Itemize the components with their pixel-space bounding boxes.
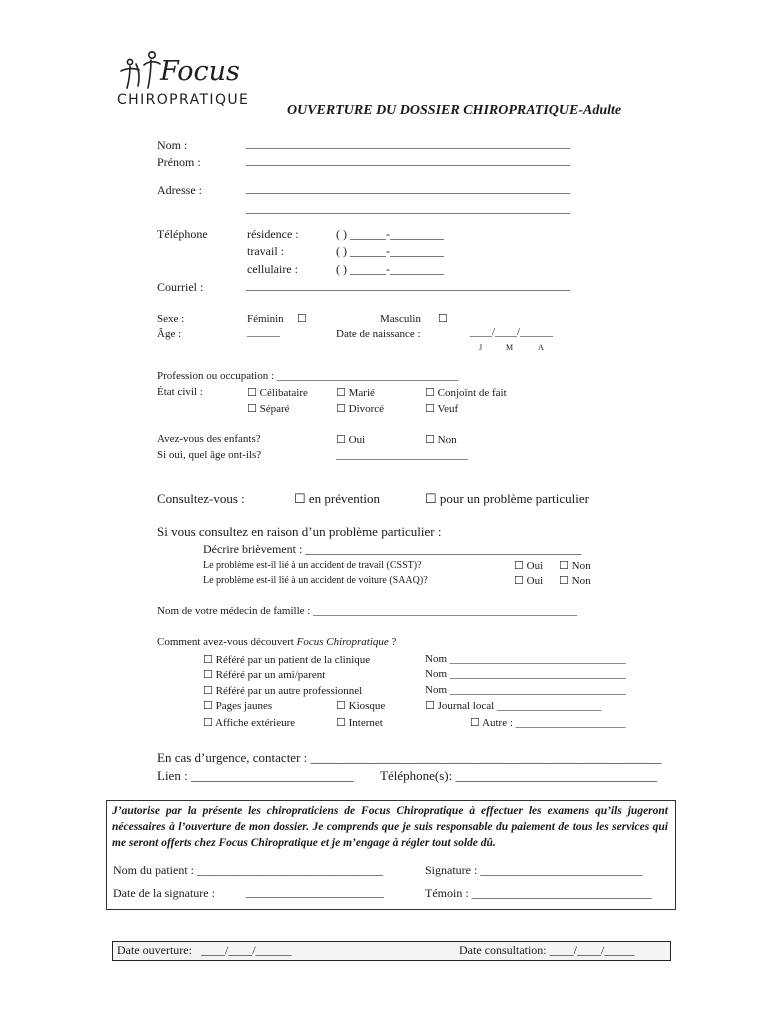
src-pages-jaunes[interactable] [203, 699, 272, 712]
nom-patient-label: Nom du patient : [113, 863, 197, 877]
ages-field[interactable]: ________________________ [336, 449, 468, 461]
option-label: Divorcé [348, 403, 385, 415]
date-signature-field[interactable]: _______________________ [246, 885, 384, 899]
medecin-row [157, 605, 577, 617]
decouvert-brand: Focus Chiropratique [296, 636, 389, 648]
checkbox-icon[interactable]: ☐ [336, 403, 346, 415]
masculin-checkbox[interactable]: ☐ [438, 313, 448, 325]
src-affiche[interactable] [203, 716, 295, 729]
travail-label: travail : [247, 244, 284, 258]
src-autre[interactable] [470, 716, 626, 729]
date-ouverture-row [117, 943, 292, 958]
ref-ami-nom [425, 668, 626, 680]
consult-particulier[interactable] [425, 491, 589, 507]
option-label: Marié [348, 387, 375, 399]
checkbox-icon[interactable]: ☐ [514, 575, 524, 587]
urgence-tel-row [380, 768, 657, 784]
ref-ami-nom-field[interactable]: ________________________________ [449, 668, 626, 680]
oui-label: Oui [348, 434, 366, 446]
decrire-row [203, 542, 581, 557]
journal-field[interactable]: ___________________ [496, 700, 602, 712]
nom-field[interactable]: ______________________________________________________ [246, 136, 570, 150]
adresse-label: Adresse : [157, 183, 202, 197]
residence-label: résidence : [247, 227, 299, 241]
lien-field[interactable]: _________________________ [190, 768, 354, 783]
saaq-non[interactable] [559, 574, 591, 587]
ref-ami[interactable] [203, 668, 325, 681]
travail-field[interactable]: ( ) ______-_________ [336, 244, 444, 258]
checkbox-icon[interactable]: ☐ [559, 560, 569, 572]
consult-prevention[interactable] [294, 491, 380, 507]
medecin-label: Nom de votre médecin de famille : [157, 605, 314, 617]
profession-field[interactable]: _________________________________ [276, 370, 459, 382]
date-ouverture-label: Date ouverture: [117, 943, 192, 957]
checkbox-icon[interactable]: ☐ [425, 434, 435, 446]
dob-m-hint: M [506, 343, 514, 352]
consultez-label: Consultez-vous : [157, 491, 245, 506]
decrire-field[interactable]: ______________________________________________ [305, 542, 582, 556]
checkbox-icon[interactable]: ☐ [470, 717, 480, 729]
ref-professionnel-nom-field[interactable]: ________________________________ [449, 684, 626, 696]
option-marie[interactable] [336, 386, 375, 399]
checkbox-icon[interactable]: ☐ [247, 403, 257, 415]
ages-question: Si oui, quel âge ont-ils? [157, 449, 262, 461]
ref-professionnel-label: Référé par un autre professionnel [215, 685, 363, 697]
option-label: Séparé [259, 403, 290, 415]
src-internet[interactable] [336, 716, 383, 729]
ref-patient-nom [425, 653, 626, 665]
checkbox-icon[interactable]: ☐ [425, 700, 435, 712]
checkbox-icon[interactable]: ☐ [203, 717, 213, 729]
age-field[interactable]: ______ [247, 326, 280, 338]
dob-label: Date de naissance : [336, 328, 421, 340]
ref-patient[interactable] [203, 653, 370, 666]
etat-civil-label: État civil : [157, 386, 203, 398]
checkbox-icon[interactable]: ☐ [203, 685, 213, 697]
checkbox-icon[interactable]: ☐ [336, 434, 346, 446]
profession-label [157, 370, 458, 382]
signature-field[interactable]: ___________________________ [480, 863, 643, 877]
option-divorce[interactable] [336, 402, 384, 415]
consent-text: J’autorise par la présente les chiropraticiens de Focus Chiropratique à effectuer les examens qu’ils jugeront nécessaires à l’ouverture de mon dossier. Je comprends que je suis responsable du paiement de tous les services qui me seront offerts chez Focus Chiropratique et je m’engage à régler tout solde dû. [112, 805, 668, 849]
dob-a-hint: A [538, 343, 544, 352]
urgence-tel-label: Téléphone(s): [380, 768, 456, 783]
raison-text: Si vous consultez en raison d’un problème particulier : [157, 524, 442, 539]
enfants-non[interactable] [425, 433, 457, 446]
non-label: Non [571, 575, 591, 587]
nom-label: Nom [425, 668, 447, 680]
enfants-question: Avez-vous des enfants? [157, 433, 261, 445]
autre-field[interactable]: ____________________ [515, 717, 626, 729]
urgence-tel-field[interactable]: _______________________________ [455, 768, 657, 783]
checkbox-icon[interactable]: ☐ [247, 387, 257, 399]
checkbox-icon[interactable]: ☐ [203, 669, 213, 681]
internet-label: Internet [348, 717, 383, 729]
option-label: Conjoint de fait [437, 387, 507, 399]
telephone-label: Téléphone [157, 227, 208, 241]
dob-field[interactable]: ____/____/______ [470, 326, 554, 338]
adresse-field-2[interactable]: ______________________________________________________ [246, 201, 570, 215]
checkbox-icon[interactable]: ☐ [425, 403, 435, 415]
checkbox-icon[interactable]: ☐ [336, 700, 346, 712]
ref-professionnel-nom [425, 684, 626, 696]
checkbox-icon[interactable]: ☐ [514, 560, 524, 572]
decouvert-question-text: Comment avez-vous découvert [157, 636, 297, 648]
affiche-label: Affiche extérieure [215, 717, 296, 729]
temoin-field[interactable]: ______________________________ [471, 886, 652, 900]
oui-label: Oui [526, 560, 544, 572]
prenom-field[interactable]: ______________________________________________________ [246, 153, 570, 167]
signature-label: Signature : [425, 863, 481, 877]
masculin-label: Masculin [380, 313, 421, 325]
option-label: Veuf [437, 403, 459, 415]
date-ouverture-field[interactable]: ____/____/______ [200, 943, 292, 957]
checkbox-icon[interactable]: ☐ [425, 491, 437, 506]
temoin-label: Témoin : [425, 886, 472, 900]
logo-subtitle: CHIROPRATIQUE [117, 92, 250, 108]
non-label: Non [571, 560, 591, 572]
decrire-label: Décrire brièvement : [203, 542, 306, 556]
sexe-label: Sexe : [157, 313, 185, 325]
option-conjoint[interactable] [425, 386, 507, 399]
ref-patient-label: Référé par un patient de la clinique [215, 654, 371, 666]
csst-oui[interactable] [514, 559, 543, 572]
date-consultation-row [459, 943, 634, 958]
checkbox-icon[interactable]: ☐ [336, 717, 346, 729]
urgence-row [157, 750, 662, 766]
non-label: Non [437, 434, 457, 446]
date-signature-label: Date de la signature : [113, 886, 215, 900]
cellulaire-label: cellulaire : [247, 262, 298, 276]
medecin-field[interactable]: ________________________________________________ [313, 605, 578, 617]
prenom-label: Prénom : [157, 155, 201, 169]
prevention-label: en prévention [308, 491, 381, 506]
particulier-label: pour un problème particulier [439, 491, 589, 506]
saaq-oui[interactable] [514, 574, 543, 587]
checkbox-icon[interactable]: ☐ [336, 387, 346, 399]
src-kiosque[interactable] [336, 699, 385, 712]
date-consultation-field[interactable]: ____/____/_____ [549, 943, 635, 957]
pages-jaunes-label: Pages jaunes [215, 700, 273, 712]
profession-label-text: Profession ou occupation : [157, 370, 277, 382]
nom-label: Nom [425, 653, 447, 665]
src-journal[interactable] [425, 699, 601, 712]
date-consultation-label: Date consultation: [459, 943, 550, 957]
option-veuf[interactable] [425, 402, 458, 415]
option-separe[interactable] [247, 402, 290, 415]
csst-question: Le problème est-il lié à un accident de travail (CSST)? [203, 560, 422, 571]
enfants-oui[interactable] [336, 433, 365, 446]
page-title: OUVERTURE DU DOSSIER CHIROPRATIQUE-Adulte [287, 103, 622, 118]
decouvert-question-end: ? [388, 636, 397, 648]
nom-label: Nom : [157, 138, 188, 152]
nom-patient-field[interactable]: _______________________________ [197, 863, 383, 877]
checkbox-icon[interactable]: ☐ [559, 575, 569, 587]
decouvert-question [157, 636, 396, 648]
journal-label: Journal local [437, 700, 495, 712]
courriel-field[interactable]: ______________________________________________________ [246, 278, 570, 292]
csst-non[interactable] [559, 559, 591, 572]
dob-j-hint: J [479, 343, 483, 352]
oui-label: Oui [526, 575, 544, 587]
signature-row [425, 863, 642, 878]
checkbox-icon[interactable]: ☐ [203, 700, 213, 712]
feminin-label: Féminin [247, 313, 284, 325]
lien-row [157, 768, 353, 784]
urgence-label: En cas d’urgence, contacter : [157, 750, 311, 765]
logo-brand-text: Focus [160, 56, 240, 87]
cellulaire-field[interactable]: ( ) ______-_________ [336, 262, 444, 276]
checkbox-icon[interactable]: ☐ [203, 654, 213, 666]
nom-patient-row [113, 863, 383, 878]
checkbox-icon[interactable]: ☐ [425, 387, 435, 399]
ref-professionnel[interactable] [203, 684, 362, 697]
option-celibataire[interactable] [247, 386, 308, 399]
kiosque-label: Kiosque [348, 700, 386, 712]
adresse-field-1[interactable]: ______________________________________________________ [246, 181, 570, 195]
courriel-label: Courriel : [157, 280, 204, 294]
urgence-field[interactable]: ______________________________________________________ [310, 750, 662, 765]
temoin-row [425, 886, 652, 901]
saaq-question: Le problème est-il lié à un accident de voiture (SAAQ)? [203, 575, 428, 586]
checkbox-icon[interactable]: ☐ [294, 491, 306, 506]
nom-label: Nom [425, 684, 447, 696]
lien-label: Lien : [157, 768, 191, 783]
option-label: Célibataire [259, 387, 308, 399]
ref-ami-label: Référé par un ami/parent [215, 669, 326, 681]
feminin-checkbox[interactable]: ☐ [297, 313, 307, 325]
age-label: Âge : [157, 328, 182, 340]
autre-label: Autre : [482, 717, 516, 729]
residence-field[interactable]: ( ) ______-_________ [336, 227, 444, 241]
ref-patient-nom-field[interactable]: ________________________________ [449, 653, 626, 665]
